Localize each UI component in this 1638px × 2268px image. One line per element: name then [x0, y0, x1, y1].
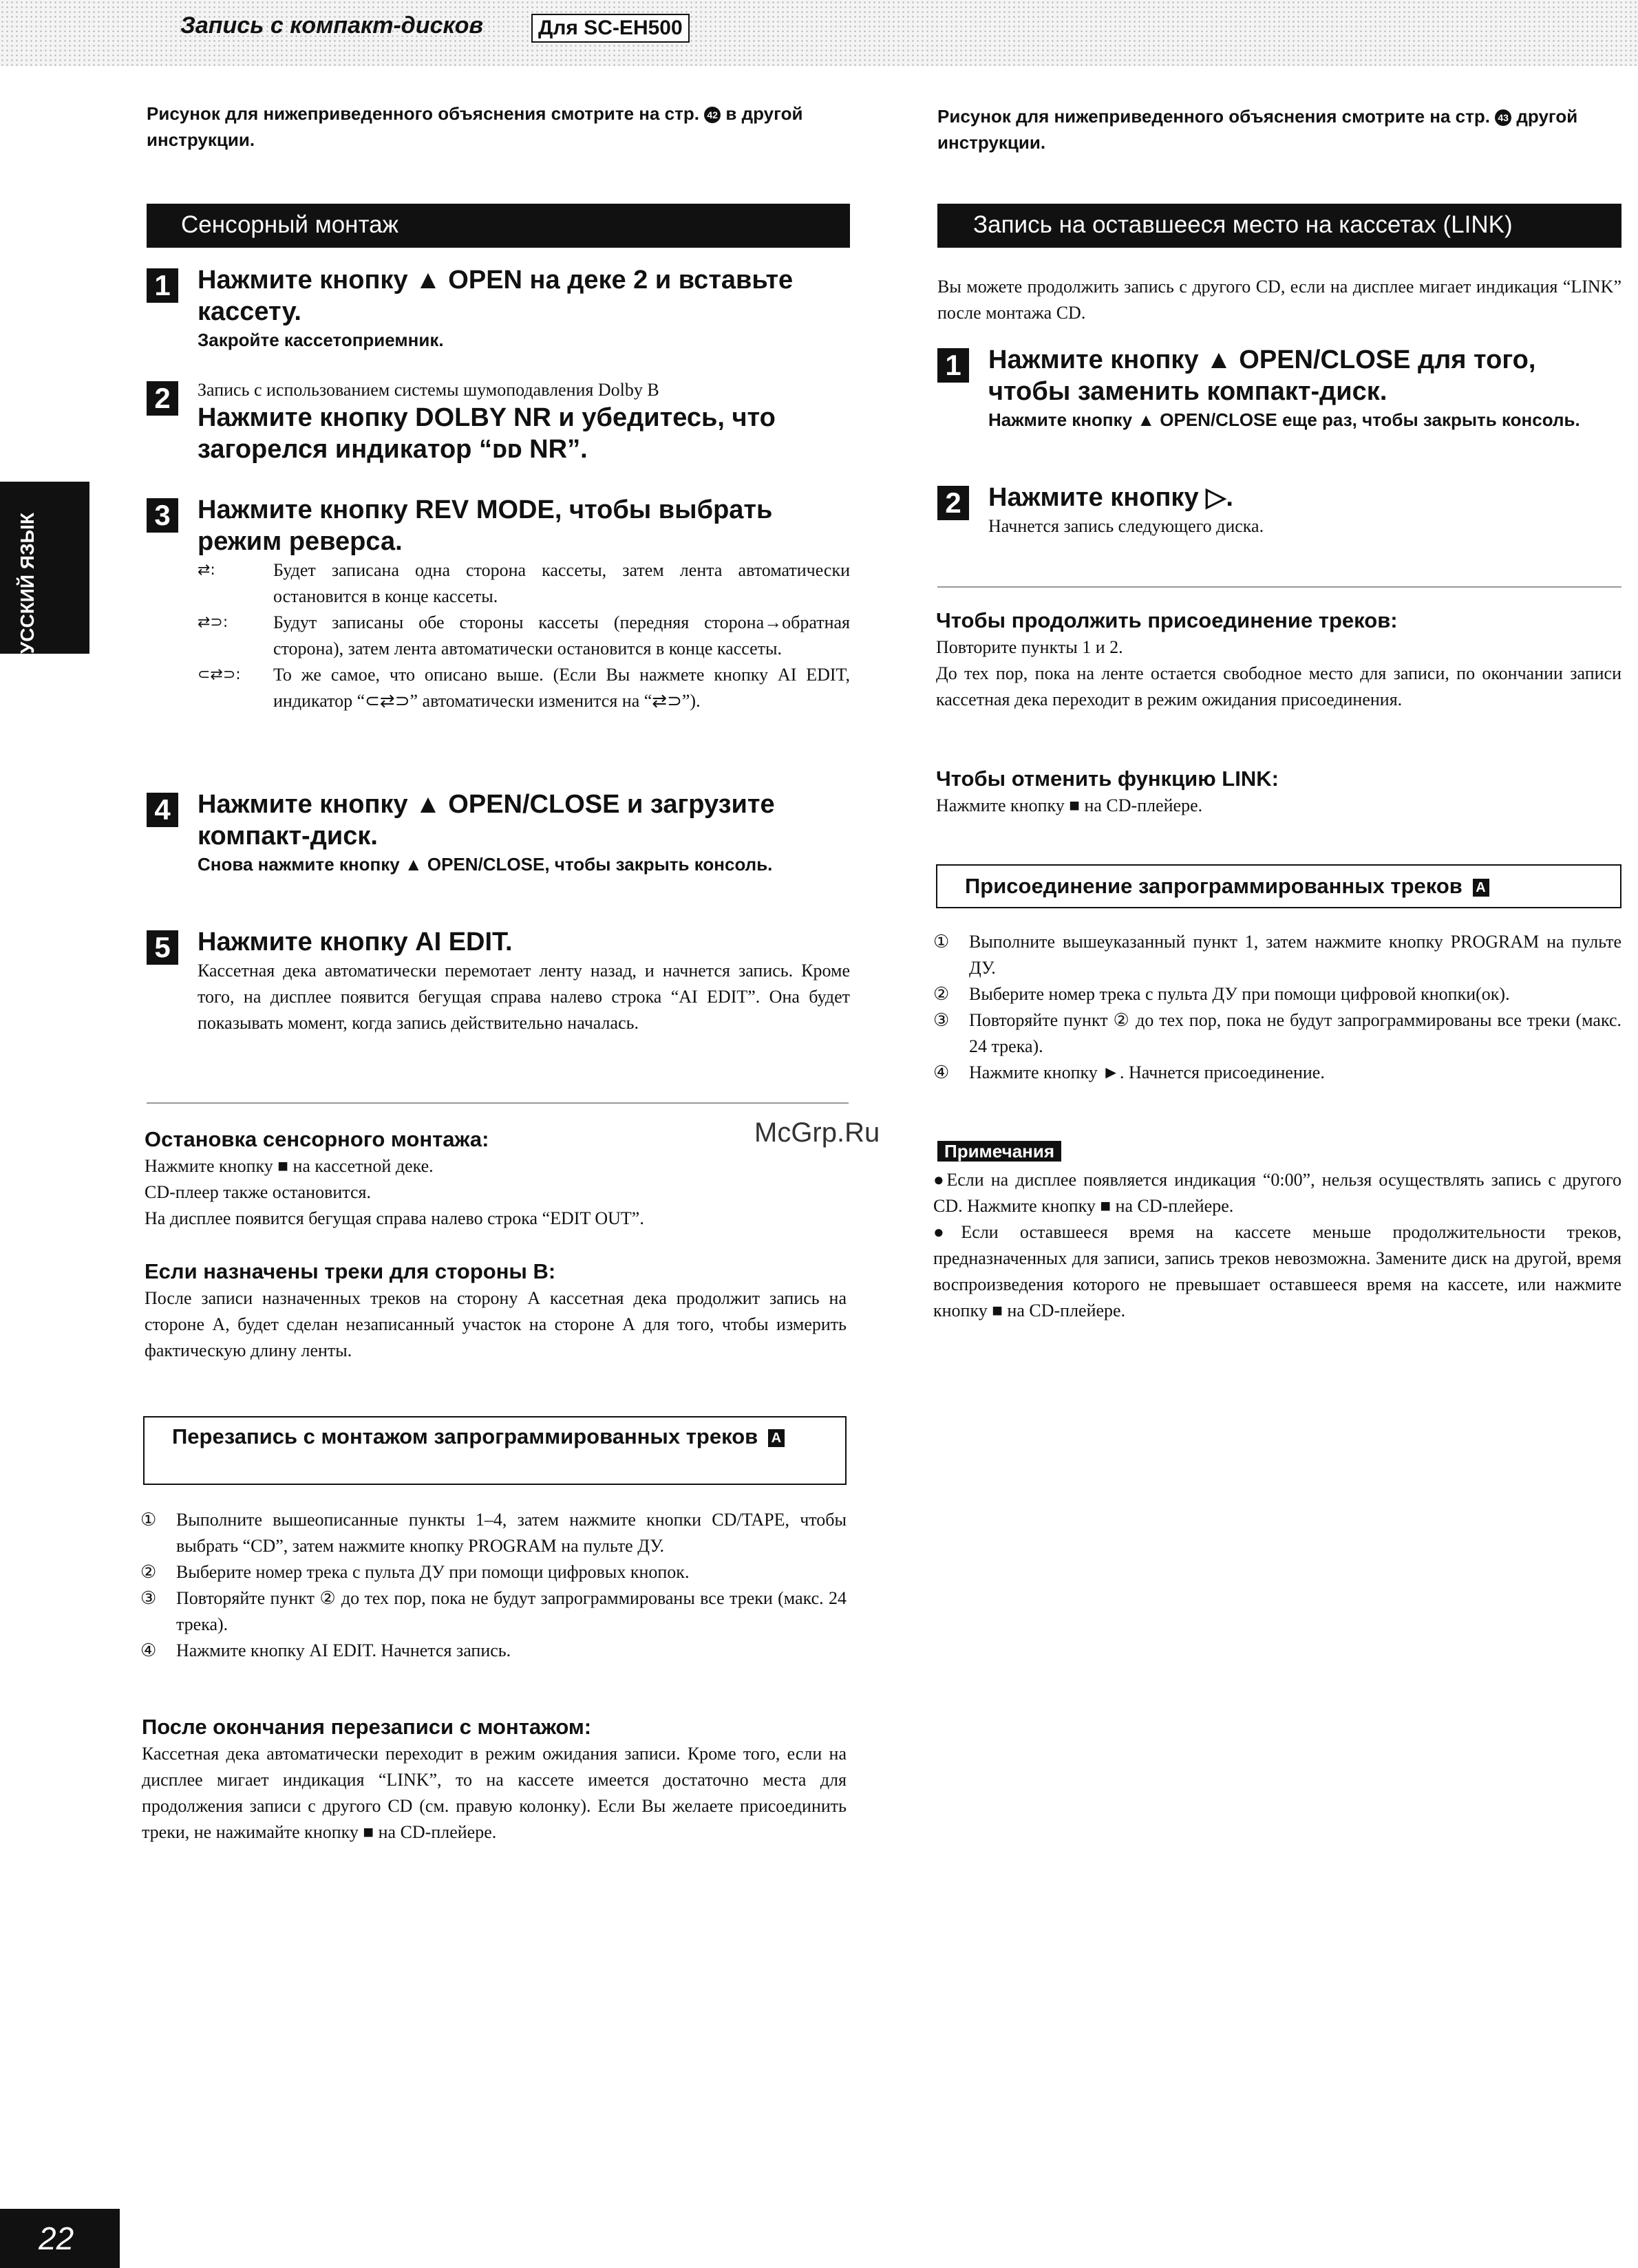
paragraph: Кассетная дека автоматически переходит в режим ожидания записи. Кроме того, если на дисплее мигает индикация “LINK”, то на кассете имеется достаточно места для продолжения записи с другого CD (см. правую колонку). Если Вы желаете присоединить треки, не нажимайте кнопку ■ на CD-плейере.	[142, 1744, 847, 1842]
box-heading-text: Перезапись с монтажом запрограммированных треков	[172, 1424, 758, 1448]
watermark: McGrp.Ru	[754, 1117, 880, 1148]
divider	[147, 1102, 849, 1104]
model-badge: Для SC-EH500	[531, 14, 690, 43]
subheading: Если назначены треки для стороны B:	[145, 1259, 556, 1283]
left-intro	[147, 100, 849, 153]
box-heading-program-edit	[143, 1416, 847, 1485]
list-item	[140, 1559, 847, 1585]
notes	[933, 1167, 1621, 1324]
letter-a-icon: A	[768, 1429, 785, 1447]
paragraph-line: CD-плеер также остановится.	[145, 1182, 371, 1202]
step-title: Нажмите кнопку ▲ OPEN на деке 2 и вставьте кассету.	[198, 266, 794, 326]
rev-mode-text: Будут записаны обе стороны кассеты (передняя сторона→обратная сторона), затем лента автоматически остановится в конце кассеты.	[273, 612, 850, 659]
step-title: Нажмите кнопку AI EDIT.	[198, 928, 513, 956]
box-heading-text: Присоединение запрограммированных треков	[965, 874, 1462, 898]
step-4	[147, 789, 850, 877]
subheading: После окончания перезаписи с монтажом:	[142, 1715, 592, 1739]
box-heading-program-link	[936, 864, 1621, 908]
list-item	[933, 1007, 1621, 1060]
step-number: 1	[937, 348, 969, 383]
paragraph-line: Нажмите кнопку ■ на кассетной деке.	[145, 1156, 434, 1176]
step-title: Нажмите кнопку DOLBY NR и убедитесь, что загорелся индикатор “ᴅᴅ NR”.	[198, 403, 776, 464]
list-text: Нажмите кнопку AI EDIT. Начнется запись.	[176, 1640, 511, 1660]
paragraph-line: Повторите пункты 1 и 2.	[936, 637, 1123, 657]
step-number: 4	[147, 793, 178, 827]
page-ref-icon: 42	[704, 107, 721, 123]
stop-section	[145, 1126, 849, 1232]
paragraph: Нажмите кнопку ■ на CD-плейере.	[936, 795, 1203, 815]
subheading: Чтобы продолжить присоединение треков:	[936, 608, 1398, 632]
step-1	[147, 264, 850, 352]
subheading: Остановка сенсорного монтажа:	[145, 1127, 489, 1151]
step-title: Нажмите кнопку ▲ OPEN/CLOSE и загрузите компакт-диск.	[198, 790, 775, 850]
list-item	[933, 981, 1621, 1007]
list-item	[933, 929, 1621, 981]
step-number: 2	[937, 486, 969, 520]
right-intro-text: Рисунок для нижеприведенного объяснения смотрите на стр.	[937, 106, 1490, 127]
list-item	[140, 1507, 847, 1559]
rev-mode-option	[198, 610, 850, 662]
list-number: ③	[140, 1588, 157, 1608]
rev-mode-text: То же самое, что описано выше. (Если Вы нажмете кнопку AI EDIT, индикатор “⊂⇄⊃” автоматически изменится на “⇄⊃”).	[273, 665, 850, 711]
list-text: Выполните вышеописанные пункты 1–4, затем нажмите кнопки CD/TAPE, чтобы выбрать “CD”, затем нажмите кнопку PROGRAM на пульте ДУ.	[176, 1510, 847, 1556]
step-subtitle: Нажмите кнопку ▲ OPEN/CLOSE еще раз, чтобы закрыть консоль.	[988, 409, 1580, 430]
cancel-link-section	[936, 765, 1621, 819]
two-way-icon: ⇄⊃:	[198, 614, 228, 631]
step-subtitle: Снова нажмите кнопку ▲ OPEN/CLOSE, чтобы закрыть консоль.	[198, 854, 773, 875]
divider	[937, 586, 1621, 588]
step-body: Кассетная дека автоматически перемотает ленту назад, и начнется запись. Кроме того, на дисплее появится бегущая справа налево строка “AI EDIT”. Она будет показывать момент, когда запись действительно началась.	[198, 961, 850, 1033]
list-text: Повторяйте пункт ② до тех пор, пока не будут запрограммированы все треки (макс. 24 трека).	[176, 1588, 847, 1634]
rev-mode-option	[198, 662, 850, 714]
paragraph-line: На дисплее появится бегущая справа налево строка “EDIT OUT”.	[145, 1208, 644, 1228]
step-lead: Запись с использованием системы шумоподавления Dolby B	[198, 380, 659, 400]
program-link-list	[933, 929, 1621, 1086]
page-ref-icon: 43	[1495, 109, 1511, 126]
left-intro-text-b: в другой инструкции.	[147, 103, 803, 150]
notes-label-wrap	[937, 1140, 1061, 1163]
link-step-2	[937, 482, 1621, 539]
notes-label: Примечания	[937, 1141, 1061, 1162]
list-text: Выберите номер трека с пульта ДУ при помощи цифровой кнопки(ок).	[969, 984, 1510, 1004]
paragraph: После записи назначенных треков на сторону А кассетная дека продолжит запись на стороне А, будет сделан незаписанный участок на стороне А для того, чтобы измерить фактическую длину ленты.	[145, 1288, 847, 1360]
list-item	[140, 1638, 847, 1664]
step-number: 3	[147, 498, 178, 533]
left-intro-text: Рисунок для нижеприведенного объяснения смотрите на стр.	[147, 103, 699, 124]
list-number: ①	[140, 1510, 157, 1530]
continue-section	[936, 607, 1621, 713]
letter-a-icon: A	[1473, 879, 1489, 897]
section-title-touch-editing: Сенсорный монтаж	[147, 204, 850, 248]
continuous-icon: ⊂⇄⊃:	[198, 666, 241, 683]
list-number: ④	[933, 1062, 950, 1082]
step-subtitle: Закройте кассетоприемник.	[198, 330, 444, 350]
page-number: 22	[0, 2209, 120, 2268]
link-lead: Вы можете продолжить запись с другого CD, если на дисплее мигает индикация “LINK” после монтажа CD.	[937, 277, 1621, 323]
page-title: Запись с компакт-дисков	[180, 12, 484, 39]
list-number: ①	[933, 932, 950, 952]
list-number: ②	[140, 1562, 157, 1582]
list-item	[140, 1585, 847, 1638]
list-number: ④	[140, 1640, 157, 1660]
language-tab-label: РУССКИЙ ЯЗЫК	[17, 513, 38, 667]
note-item: ●Если оставшееся время на кассете меньше продолжительности треков, предназначенных для записи, запись треков невозможна. Замените диск на другой, время воспроизведения которого не превышает оставшееся время на кассете, или нажмите кнопку ■ на CD-плейере.	[933, 1222, 1621, 1320]
one-way-icon: ⇄:	[198, 561, 215, 579]
after-section	[142, 1713, 847, 1846]
subheading: Чтобы отменить функцию LINK:	[936, 767, 1279, 791]
list-text: Выполните вышеуказанный пункт 1, затем нажмите кнопку PROGRAM на пульте ДУ.	[969, 932, 1621, 978]
paragraph: До тех пор, пока на ленте остается свободное место для записи, по окончании записи кассетная дека переходит в режим ожидания присоединения.	[936, 663, 1621, 709]
right-intro-text-b: другой инструкции.	[937, 106, 1578, 153]
step-body: Начнется запись следующего диска.	[988, 516, 1264, 536]
section-title-link: Запись на оставшееся место на кассетах (LINK)	[937, 204, 1621, 248]
rev-mode-text: Будет записана одна сторона кассеты, затем лента автоматически остановится в конце кассеты.	[273, 560, 850, 606]
side-b-section	[145, 1258, 847, 1364]
note-item: ●Если на дисплее появляется индикация “0:00”, нельзя осуществлять запись с другого CD. Нажмите кнопку ■ на CD-плейере.	[933, 1170, 1621, 1216]
link-step-1	[937, 344, 1621, 432]
step-title: Нажмите кнопку REV MODE, чтобы выбрать режим реверса.	[198, 495, 773, 556]
step-number: 2	[147, 381, 178, 416]
list-item	[933, 1060, 1621, 1086]
list-number: ③	[933, 1010, 950, 1030]
step-title: Нажмите кнопку ▲ OPEN/CLOSE для того, чтобы заменить компакт-диск.	[988, 345, 1536, 406]
step-2	[147, 378, 850, 465]
program-edit-list	[140, 1507, 847, 1664]
rev-mode-option	[198, 557, 850, 610]
step-number: 1	[147, 268, 178, 303]
step-title: Нажмите кнопку ▷.	[988, 483, 1233, 512]
list-text: Выберите номер трека с пульта ДУ при помощи цифровых кнопок.	[176, 1562, 690, 1582]
step-5	[147, 926, 850, 1036]
list-text: Нажмите кнопку ►. Начнется присоединение.	[969, 1062, 1325, 1082]
language-tab	[0, 482, 89, 654]
list-number: ②	[933, 984, 950, 1004]
step-3	[147, 494, 850, 714]
step-number: 5	[147, 930, 178, 965]
list-text: Повторяйте пункт ② до тех пор, пока не будут запрограммированы все треки (макс. 24 трека).	[969, 1010, 1621, 1056]
right-intro	[937, 103, 1622, 156]
